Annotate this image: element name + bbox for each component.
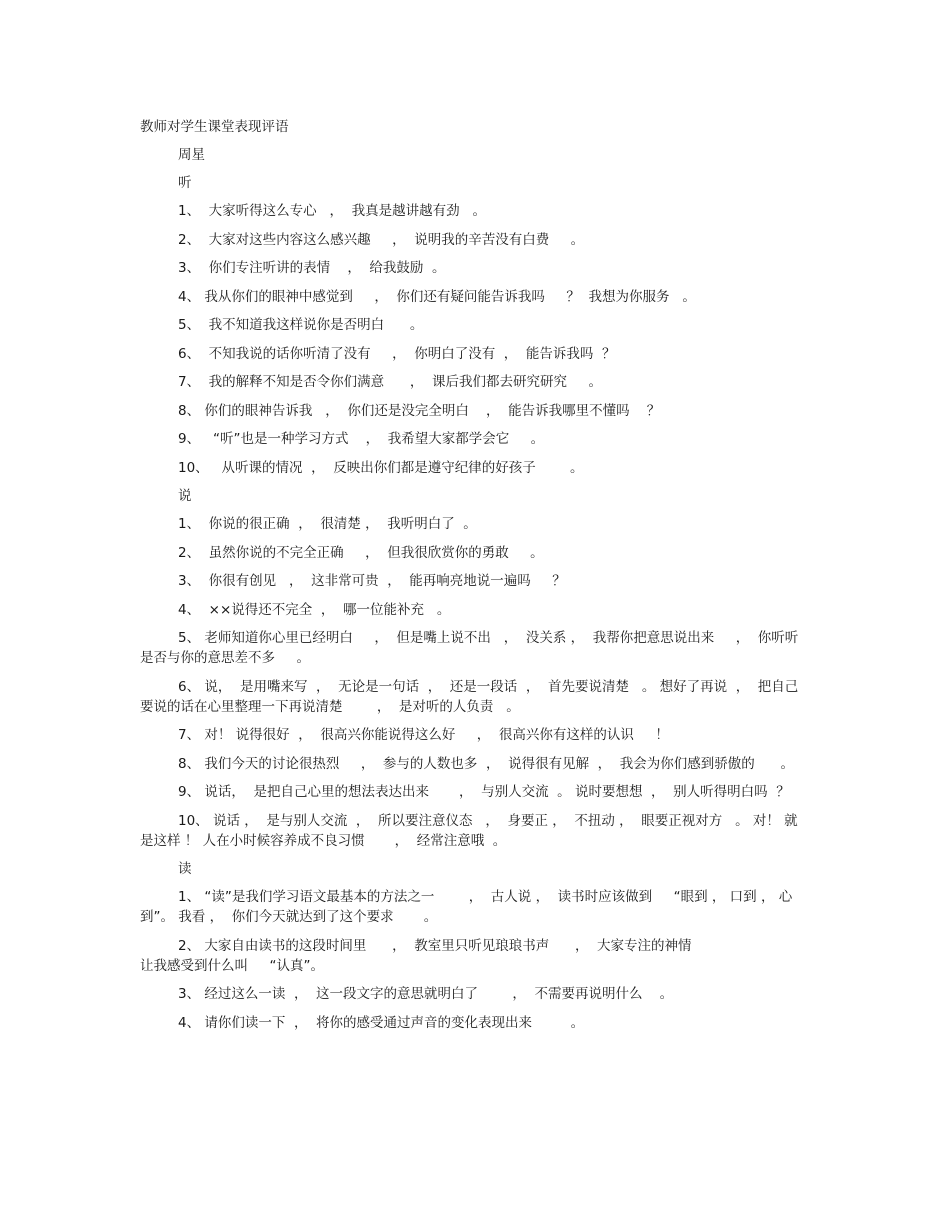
read-item: 3、 经过这么一读 ， 这一段文字的意思就明白了 ， 不需要再说明什么 。: [178, 986, 674, 1002]
document-page: [140, 117, 810, 1041]
speak-item: 2、 虽然你说的不完全正确 ， 但我很欣赏你的勇敢 。: [178, 544, 544, 561]
section-heading-speak: 说: [178, 488, 192, 504]
speak-item: 6、 说， 是用嘴来写 ， 无论是一句话 ， 还是一段话 ， 首先要说清楚 。 想好了再说 ， 把自己要说的话在心里整理一下再说清楚 ， 是对听的人负责 。: [140, 678, 799, 715]
listen-item: 3、 你们专注听讲的表情 ， 给我鼓励 。: [178, 260, 446, 276]
speak-item: 10、 说话 ， 是与别人交流 ， 所以要注意仪态 ， 身要正 ， 不扭动 ， 眼要正视对方 。 对！ 就是这样 ！ 人在小时候容养成不良习惯 ， 经常注意哦 。: [140, 812, 798, 849]
listen-item: 1、 大家听得这么专心 ， 我真是越讲越有劲 。: [178, 203, 487, 219]
listen-item: 8、 你们的眼神告诉我 ， 你们还是没完全明白 ， 能告诉我哪里不懂吗 ？: [178, 402, 661, 419]
section-heading-read: 读: [178, 861, 192, 877]
speak-item: 9、 说话， 是把自己心里的想法表达出来 ， 与别人交流 。 说时要想想 ， 别人听得明白吗 ？: [178, 784, 790, 800]
speak-item: 7、 对！ 说得很好 ， 很高兴你能说得这么好 ， 很高兴你有这样的认识 ！: [178, 727, 669, 743]
speak-item: 4、 ××说得还不完全 ， 哪一位能补充 。: [178, 601, 451, 618]
speak-item: 1、 你说的很正确 ， 很清楚 ， 我听明白了 。: [178, 516, 477, 532]
listen-item: 4、 我从你们的眼神中感觉到 ， 你们还有疑问能告诉我吗 ？ 我想为你服务 。: [178, 288, 696, 305]
listen-item: 6、 不知我说的话你听清了没有 ， 你明白了没有 ， 能告诉我吗 ？: [178, 345, 616, 362]
document-title: 教师对学生课堂表现评语: [140, 119, 289, 135]
read-item: 4、 请你们读一下 ， 将你的感受通过声音的变化表现出来 。: [178, 1014, 585, 1031]
author-name: 周星: [178, 147, 205, 163]
section-heading-listen: 听: [178, 175, 192, 191]
read-item: 1、 “读”是我们学习语文最基本的方法之一 ， 古人说 ， 读书时应该做到 “眼到 ， 口到 ， 心到”。 我看 ， 你们今天就达到了这个要求 。: [140, 889, 793, 925]
listen-item: 5、 我不知道我这样说你是否明白 。: [178, 317, 424, 333]
listen-item: 7、 我的解释不知是否令你们满意 ， 课后我们都去研究研究 。: [178, 374, 602, 390]
speak-item: 8、 我们今天的讨论很热烈 ， 参与的人数也多 ， 说得很有见解 ， 我会为你们感到骄傲的 。: [178, 755, 794, 772]
read-item: 2、 大家自由读书的这段时间里 ， 教室里只听见琅琅书声 ， 大家专注的神情: [178, 937, 692, 954]
listen-item: 10、 从听课的情况 ， 反映出你们都是遵守纪律的好孩子 。: [178, 459, 584, 476]
read-item-continuation: 让我感受到什么叫 “认真”。: [140, 957, 324, 974]
speak-item: 3、 你很有创见 ， 这非常可贵 ， 能再响亮地说一遍吗 ？: [178, 573, 566, 589]
listen-item: 2、 大家对这些内容这么感兴趣 ， 说明我的辛苦没有白费 。: [178, 231, 585, 248]
speak-item: 5、 老师知道你心里已经明白 ， 但是嘴上说不出 ， 没关系 ， 我帮你把意思说出来 ， 你听听是否与你的意思差不多 。: [140, 630, 799, 666]
listen-item: 9、 “听”也是一种学习方式 ， 我希望大家都学会它 。: [178, 431, 545, 447]
